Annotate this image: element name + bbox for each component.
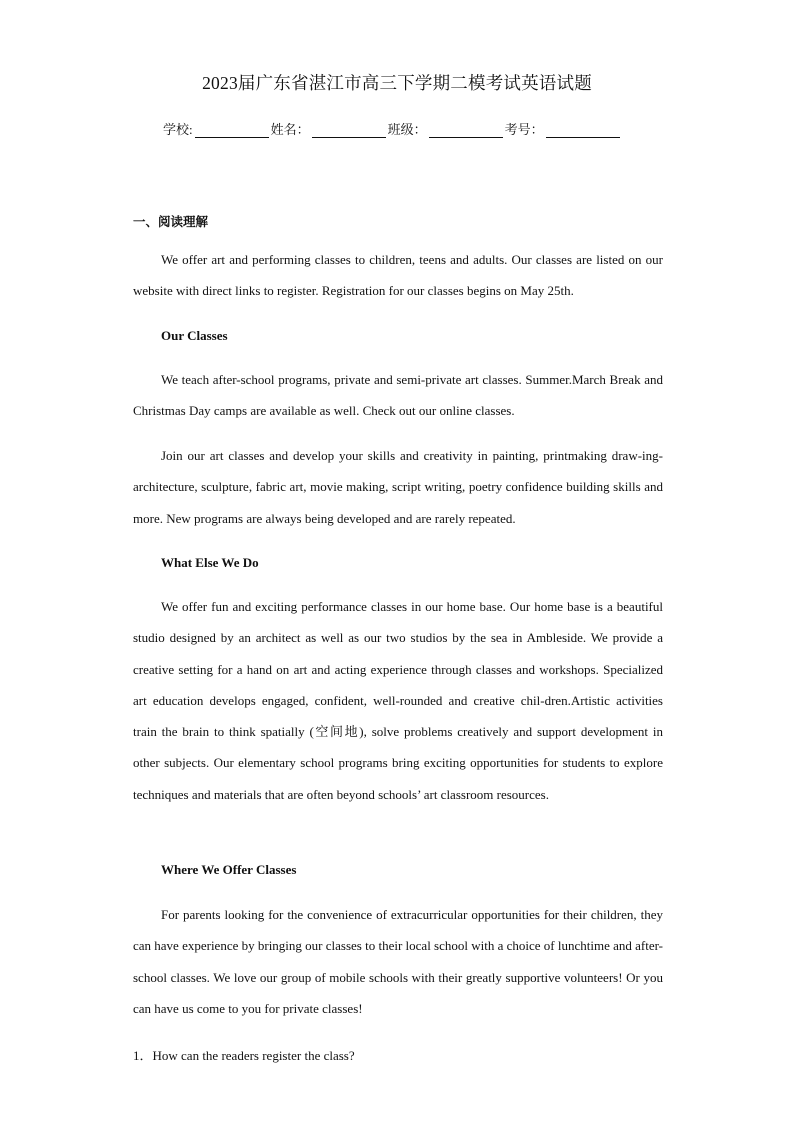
class-label: 班级：: [387, 122, 427, 137]
heading-what-else-we-do: What Else We Do: [161, 555, 259, 570]
passage-paragraph-3: We offer fun and exciting performance classes in our home base. Our home base is a beautiful studio designed by an architect as well as our two studios by the sea in Ambleside. We provide a creative setting for a hand on art and acting experience through classes and workshops. Specialized art education develops engaged, confident, well-rounded and creative chil-dren.Artistic activities train the brain to think spatially (空间地), solve problems creatively and support development in other subjects. Our elementary school programs bring exciting opportunities for students to explore techniques and materials that are often beyond schools’ art classroom resources.: [133, 599, 663, 802]
section-title: 一、阅读理解: [133, 214, 209, 229]
exam-no-label: 考号：: [504, 122, 544, 137]
passage-paragraph-4: For parents looking for the convenience of extracurricular opportunities for their children, they can have experience by bringing our classes to their local school with a choice of lunchtime and after-school classes. We love our group of mobile schools with their greatly supportive volunteers! Or you can have us come to you for private classes!: [133, 907, 664, 1016]
passage-paragraph-1: We teach after-school programs, private and semi-private art classes. Summer.March Break and Christmas Day camps are available as well. Check out our online classes.: [133, 372, 663, 419]
page-title: 2023届广东省湛江市高三下学期二模考试英语试题: [202, 73, 592, 93]
class-blank: [429, 123, 503, 138]
student-info-line: [163, 119, 622, 138]
heading-where-we-offer-classes: Where We Offer Classes: [161, 862, 297, 877]
exam-no-blank: [546, 123, 620, 138]
name-blank: [312, 123, 386, 138]
school-blank: [195, 123, 269, 138]
passage-intro: We offer art and performing classes to children, teens and adults. Our classes are listed on our website with direct links to register. Registration for our classes begins on May 25th.: [133, 252, 663, 299]
question-1: 1．How can the readers register the class?: [133, 1048, 355, 1063]
name-label: 姓名：: [270, 122, 310, 137]
heading-our-classes: Our Classes: [161, 328, 228, 343]
passage-paragraph-2: Join our art classes and develop your skills and creativity in painting, printmaking draw-ing- architecture, sculpture, fabric art, movie making, script writing, poetry confidence building skills and more. New programs are always being developed and are rarely repeated.: [133, 448, 663, 526]
school-label: 学校:: [163, 122, 193, 137]
